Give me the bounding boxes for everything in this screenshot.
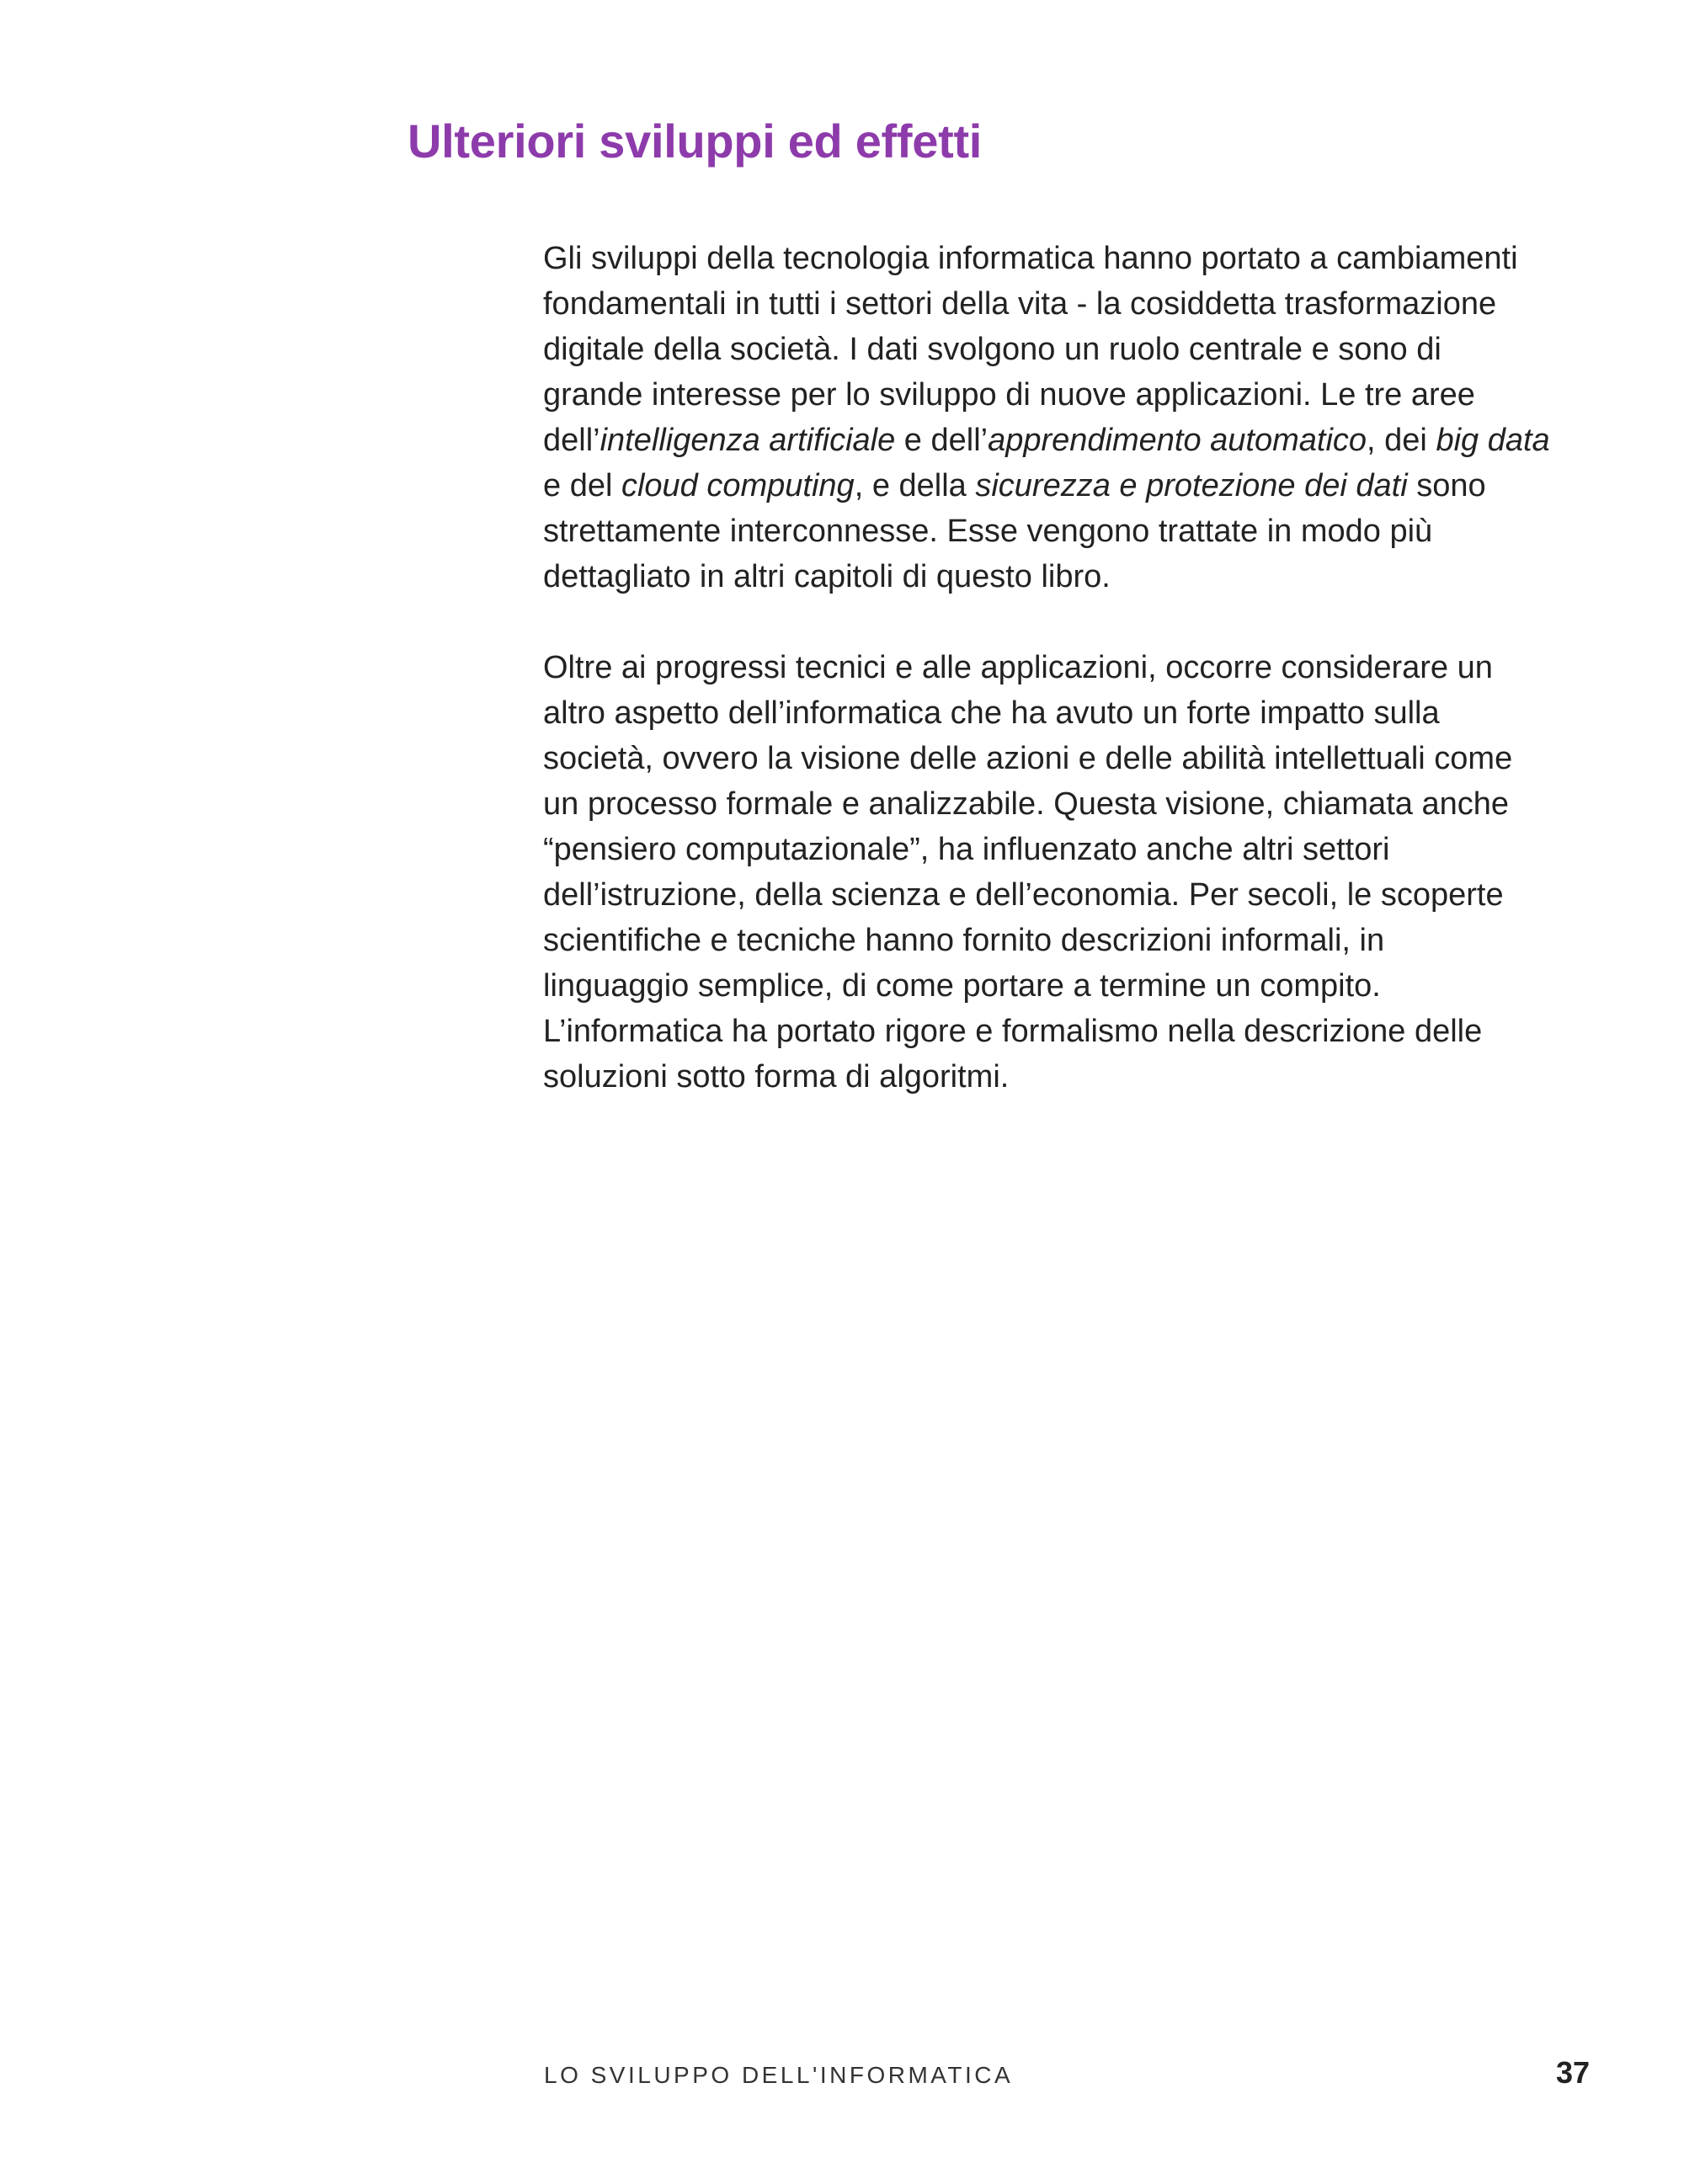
paragraph-1-line-3: digitale della società. I dati svolgono un ruolo centrale e sono di (543, 332, 1442, 367)
paragraph-1-line-4: grande interesse per lo sviluppo di nuove applicazioni. Le tre aree (543, 377, 1475, 413)
italic-term-apprendimento-automatico: apprendimento automatico (988, 423, 1367, 458)
text-run: , dei (1367, 423, 1436, 458)
page-number: 37 (1555, 2055, 1590, 2090)
paragraph-2-line-10: soluzioni sotto forma di algoritmi. (543, 1059, 1010, 1095)
text-run: dell’ (543, 423, 600, 458)
paragraph-2-line-6: dell’istruzione, della scienza e dell’economia. Per secoli, le scoperte (543, 877, 1504, 913)
paragraph-2-line-5: “pensiero computazionale”, ha influenzato anche altri settori (543, 832, 1390, 867)
paragraph-2-line-1: Oltre ai progressi tecnici e alle applicazioni, occorre considerare un (543, 650, 1493, 685)
paragraph-2-line-4: un processo formale e analizzabile. Questa visione, chiamata anche (543, 786, 1509, 822)
italic-term-cloud-computing: cloud computing (621, 468, 855, 503)
footer-running-title: LO SVILUPPO DELL'INFORMATICA (544, 2062, 1014, 2088)
paragraph-1-line-1: Gli sviluppi della tecnologia informatica hanno portato a cambiamenti (543, 241, 1518, 276)
paragraph-1-line-7: strettamente interconnesse. Esse vengono trattate in modo più (543, 514, 1433, 549)
italic-term-intelligenza-artificiale: intelligenza artificiale (600, 423, 896, 458)
paragraph-2-line-9: L’informatica ha portato rigore e formalismo nella descrizione delle (543, 1014, 1483, 1049)
text-run: sono (1407, 468, 1486, 503)
body-text (543, 236, 1596, 1145)
text-run: , e della (854, 468, 976, 503)
text-run: e del (543, 468, 621, 503)
paragraph-1-line-8: dettagliato in altri capitoli di questo libro. (543, 559, 1111, 594)
paragraph-1-line-6 (543, 463, 1596, 509)
text-run: e dell’ (895, 423, 989, 458)
paragraph-2-line-7: scientifiche e tecniche hanno fornito descrizioni informali, in (543, 923, 1385, 958)
section-title: Ulteriori sviluppi ed effetti (408, 115, 983, 168)
paragraph-2-line-2: altro aspetto dell’informatica che ha avuto un forte impatto sulla (543, 695, 1440, 731)
paragraph-1 (543, 236, 1596, 599)
paragraph-1-line-2: fondamentali in tutti i settori della vita - la cosiddetta trasformazione (543, 286, 1497, 322)
paragraph-1-line-5 (543, 418, 1596, 463)
paragraph-2 (543, 645, 1596, 1100)
paragraph-2-line-8: linguaggio semplice, di come portare a termine un compito. (543, 968, 1381, 1004)
paragraph-2-line-3: società, ovvero la visione delle azioni e delle abilità intellettuali come (543, 741, 1513, 776)
italic-term-sicurezza-protezione-dati: sicurezza e protezione dei dati (975, 468, 1408, 503)
italic-term-big-data: big data (1436, 423, 1550, 458)
